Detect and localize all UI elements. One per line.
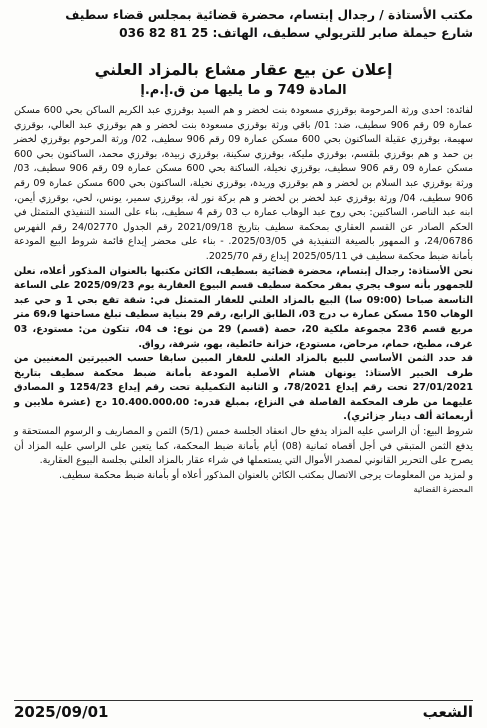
notice-body [14, 104, 473, 498]
contact-paragraph: و لمزيد من المعلومات يرجى الاتصال بمكتب الكائن بالعنوان المذكور أعلاه أو بأمانة ضبط محكمة سطيف. [59, 469, 473, 481]
conditions-paragraph: شروط البيع: أن الراسي عليه المزاد يدفع حال انعقاد الجلسة خمس (5/1) الثمن و المصاريف و الرسوم المستحقة و يدفع الثمن المتبقي في أجل أقصاه ثمانية (08) أيام بأمانة ضبط المحكمة، كما يتعين على الراسي عليه المزاد أن يصرح على التحرير القانوني لمصدر الأموال التي يستعملها في شراء عقار بالمزاد العلني بجلسة البيوع العقارية. [14, 426, 473, 467]
parties-paragraph: لفائدة: احدى ورثة المرحومة بوقرزي مسعودة بنت لخضر و هم السيد بوقرزي عبد الكريم الساكن بحي 600 مسكن عمارة 09 رقم 906 سطيف، ضد: 01/ باقي ورثة بوقرزي مسعودة بنت لخضر و هم بوقرزي عبد العالي، بوقرزي سهيمة، بوقرزي عقيلة الساكنون بحي 600 مسكن عمارة 09 رقم 906 سطيف، 02/ ورثة المرحوم بوقرزي لخضر بن حمد و هم بوقرزي بلقسم، بوقرزي مليكة، بوقرزي سكينة، بوقرزي زبيدة، بوقرزي محمد، الساكنون بحي 600 مسكن عمارة 09 رقم 906 سطيف، بوقرزي نخيلة، الساكنة بحي 600 مسكن عمارة 09 رقم 906 سطيف، 03/ ورثة بوقرزي عبد السلام بن لخضر و هم بوقرزي وريدة، بوقرزي نخيلة، الساكنون بحي 600 مسكن عمارة 09 رقم 906 سطيف، 04/ ورثة بوقرزي عبد لخضر بن لخضر و هم بركة نور لة، بوقرزي سمير، يونس، لحي، بوقرزي أيمن، ابنه عبد الناصر، الساكنين: بحي روح عبد الوهاب عمارة ب 03 رقم 4 سطيف، بناء على السند التنفيذي المتمثل في الحكم الصادر عن القسم العقاري بمحكمة سطيف بتاريخ 2021/09/18 رقم الجدول 24/02770 رقم الفهرس 24/06786، و الممهور بالصيغة التنفيذية في 2025/03/05. - بناء على محضر إيداع قائمة شروط البيع المودعة بأمانة ضبط محكمة سطيف في 2025/05/11 إيداع رقم 2025/70. [14, 105, 474, 262]
auction-paragraph: نحن الأستاذة: رجدال إبتسام، محضرة قضائية بسطيف، الكائن مكتبها بالعنوان المذكور أعلاه، نعلن للجمهور بأنه سوف يجري بمقر محكمة سطيف قسم البيوع العقارية يوم 2025/09/23 على الساعة التاسعة صباحا (09:00 سا) البيع بالمزاد العلني للعقار المتمثل في: شقة تقع بحي 1 و حي عبد الوهاب 150 مسكن عمارة ب درج 03، الطابق الرابع، رقم 29 بنياية سطيف تبلغ مساحتها 69،9 متر مربع قسم 236 مجموعة ملكية 20، حصة (قسم) 29 من نوع: ف 04، تتكون من: مستودع، 03 غرف، مطبخ، حمام، مرحاض، مستودع، خزانة حائطية، بهو، شرفة، رواق. [14, 265, 474, 350]
notice-title: إعلان عن بيع عقار مشاع بالمزاد العلني [94, 61, 393, 79]
publication-date: 2025/09/01 [14, 703, 109, 721]
notice-subtitle: المادة 749 و ما يليها من ق.إ.م.إ [140, 83, 347, 98]
footer-divider [14, 700, 473, 701]
price-paragraph: قد حدد الثمن الأساسي للبيع بالمزاد العلني للعقار المبين سابقا حسب الخبيرتين المعنيين من طرف الخبير الأستاذ: يونهان هشام الأصلية المودعة بأمانة ضبط محكمة سطيف بتاريخ 27/01/2021 تحت رقم إيداع 78/2021، و الثانية التكميلية تحت رقم إيداع 1254/23 و المصادق عليهما من طرف المحكمة الفاصلة في النزاع، بمبلغ قدره: 10.400.000،00 دج (عشرة ملايين و أربعمائة ألف دينار جزائري). [14, 353, 474, 423]
notice-footer [14, 702, 473, 722]
notice-header [14, 6, 473, 42]
signature-label: المحضرة القضائية [413, 485, 473, 495]
newspaper-name: الشعب [422, 703, 473, 721]
office-name-line: مكتب الأستاذة / رجدال إبتسام، محضرة قضائية بمجلس قضاء سطيف [65, 8, 473, 22]
office-address-line: شارع حيملة صابر للتريولي سطيف، الهاتف: 25 81 82 036 [119, 26, 473, 40]
